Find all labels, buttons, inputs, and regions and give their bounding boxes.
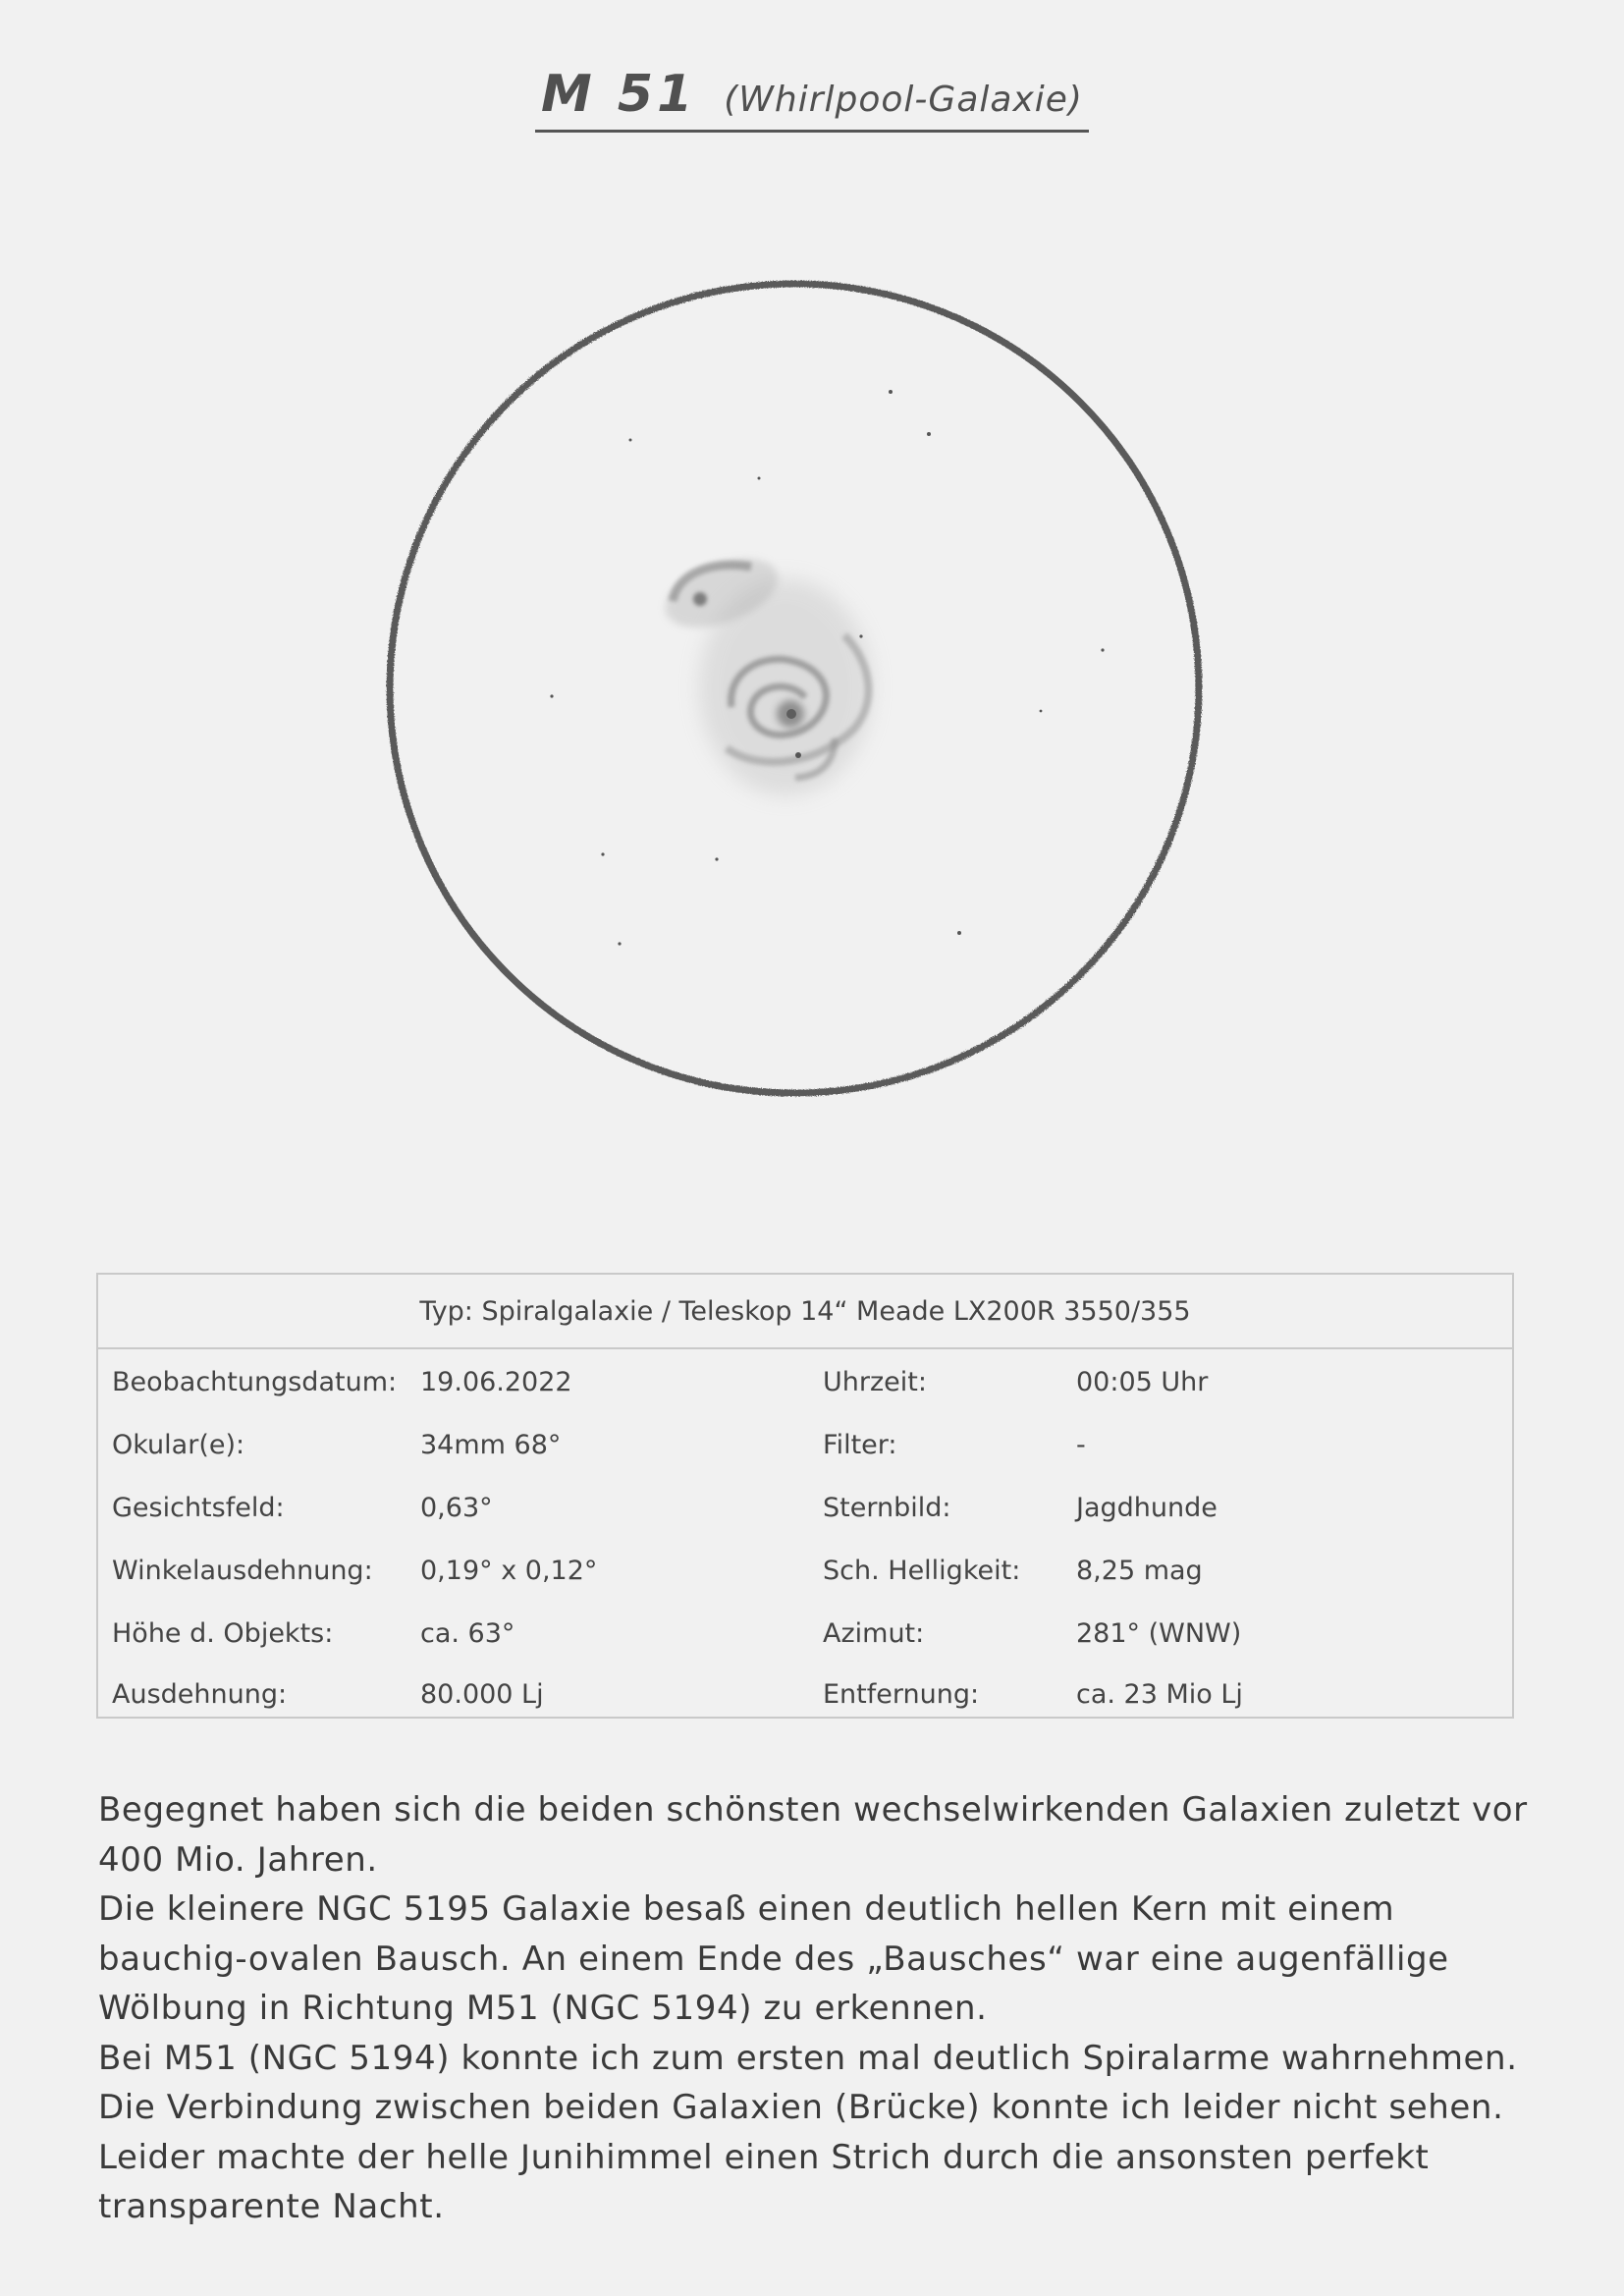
notes-line: Die kleinere NGC 5195 Galaxie besaß einen deutlich hellen Kern mit einem — [98, 1889, 1395, 1929]
star — [1101, 648, 1104, 651]
object-name: M 51 — [541, 65, 697, 124]
notes-line: bauchig-ovalen Bausch. An einem Ende des „Bausches“ war eine augenfällige — [98, 1939, 1449, 1979]
info-value: - — [1076, 1430, 1086, 1460]
star — [957, 931, 961, 935]
notes-line: Bei M51 (NGC 5194) konnte ich zum ersten mal deutlich Spiralarme wahrnehmen. — [98, 2038, 1518, 2078]
info-value: 80.000 Lj — [420, 1679, 544, 1710]
info-value: ca. 23 Mio Lj — [1076, 1679, 1243, 1710]
page-title — [0, 65, 1624, 133]
info-label: Uhrzeit: — [823, 1367, 927, 1397]
info-label: Sch. Helligkeit: — [823, 1556, 1021, 1586]
star — [795, 752, 801, 758]
info-value: 34mm 68° — [420, 1430, 562, 1460]
notes-line: Leider machte der helle Junihimmel einen Strich durch die ansonsten perfekt — [98, 2137, 1430, 2177]
info-table-header: Typ: Spiralgalaxie / Teleskop 14“ Meade LX200R 3550/355 — [98, 1275, 1512, 1349]
info-label: Azimut: — [823, 1618, 925, 1649]
info-value: 281° (WNW) — [1076, 1618, 1242, 1649]
title-underline — [535, 65, 1089, 133]
info-row — [98, 1412, 1512, 1475]
star — [629, 439, 632, 442]
info-value: 8,25 mag — [1076, 1556, 1203, 1586]
info-label: Höhe d. Objekts: — [112, 1618, 334, 1649]
info-label: Filter: — [823, 1430, 897, 1460]
notes-line: transparente Nacht. — [98, 2187, 445, 2226]
star — [618, 942, 621, 945]
info-value: Jagdhunde — [1076, 1493, 1218, 1523]
info-row — [98, 1601, 1512, 1664]
info-label: Winkelausdehnung: — [112, 1556, 373, 1586]
star — [715, 857, 718, 860]
star — [601, 852, 604, 855]
star — [550, 694, 553, 697]
star — [859, 634, 862, 637]
notes-line: Begegnet haben sich die beiden schönsten wechselwirkenden Galaxien zuletzt vor — [98, 1790, 1528, 1830]
info-row — [98, 1538, 1512, 1601]
info-value: 00:05 Uhr — [1076, 1367, 1209, 1397]
info-row — [98, 1475, 1512, 1538]
info-value: 0,19° x 0,12° — [420, 1556, 598, 1586]
star — [1040, 710, 1043, 713]
info-value: ca. 63° — [420, 1618, 515, 1649]
star — [889, 390, 893, 394]
info-label: Entfernung: — [823, 1679, 980, 1710]
info-label: Sternbild: — [823, 1493, 951, 1523]
info-label: Okular(e): — [112, 1430, 245, 1460]
info-label: Ausdehnung: — [112, 1679, 288, 1710]
observation-notes — [98, 1785, 1532, 2232]
info-label: Gesichtsfeld: — [112, 1493, 285, 1523]
notes-line: 400 Mio. Jahren. — [98, 1839, 378, 1880]
notes-line: Die Verbindung zwischen beiden Galaxien (Brücke) konnte ich leider nicht sehen. — [98, 2088, 1504, 2127]
info-value: 19.06.2022 — [420, 1367, 572, 1397]
object-common-name: (Whirlpool-Galaxie) — [724, 80, 1083, 120]
star — [927, 432, 931, 436]
eyepiece-field-sketch — [373, 267, 1218, 1112]
info-label: Beobachtungsdatum: — [112, 1367, 398, 1397]
notes-line: Wölbung in Richtung M51 (NGC 5194) zu erkennen. — [98, 1989, 988, 2028]
info-row — [98, 1662, 1512, 1724]
star — [758, 477, 761, 480]
info-row — [98, 1349, 1512, 1412]
observation-info-table — [96, 1273, 1514, 1719]
info-value: 0,63° — [420, 1493, 493, 1523]
